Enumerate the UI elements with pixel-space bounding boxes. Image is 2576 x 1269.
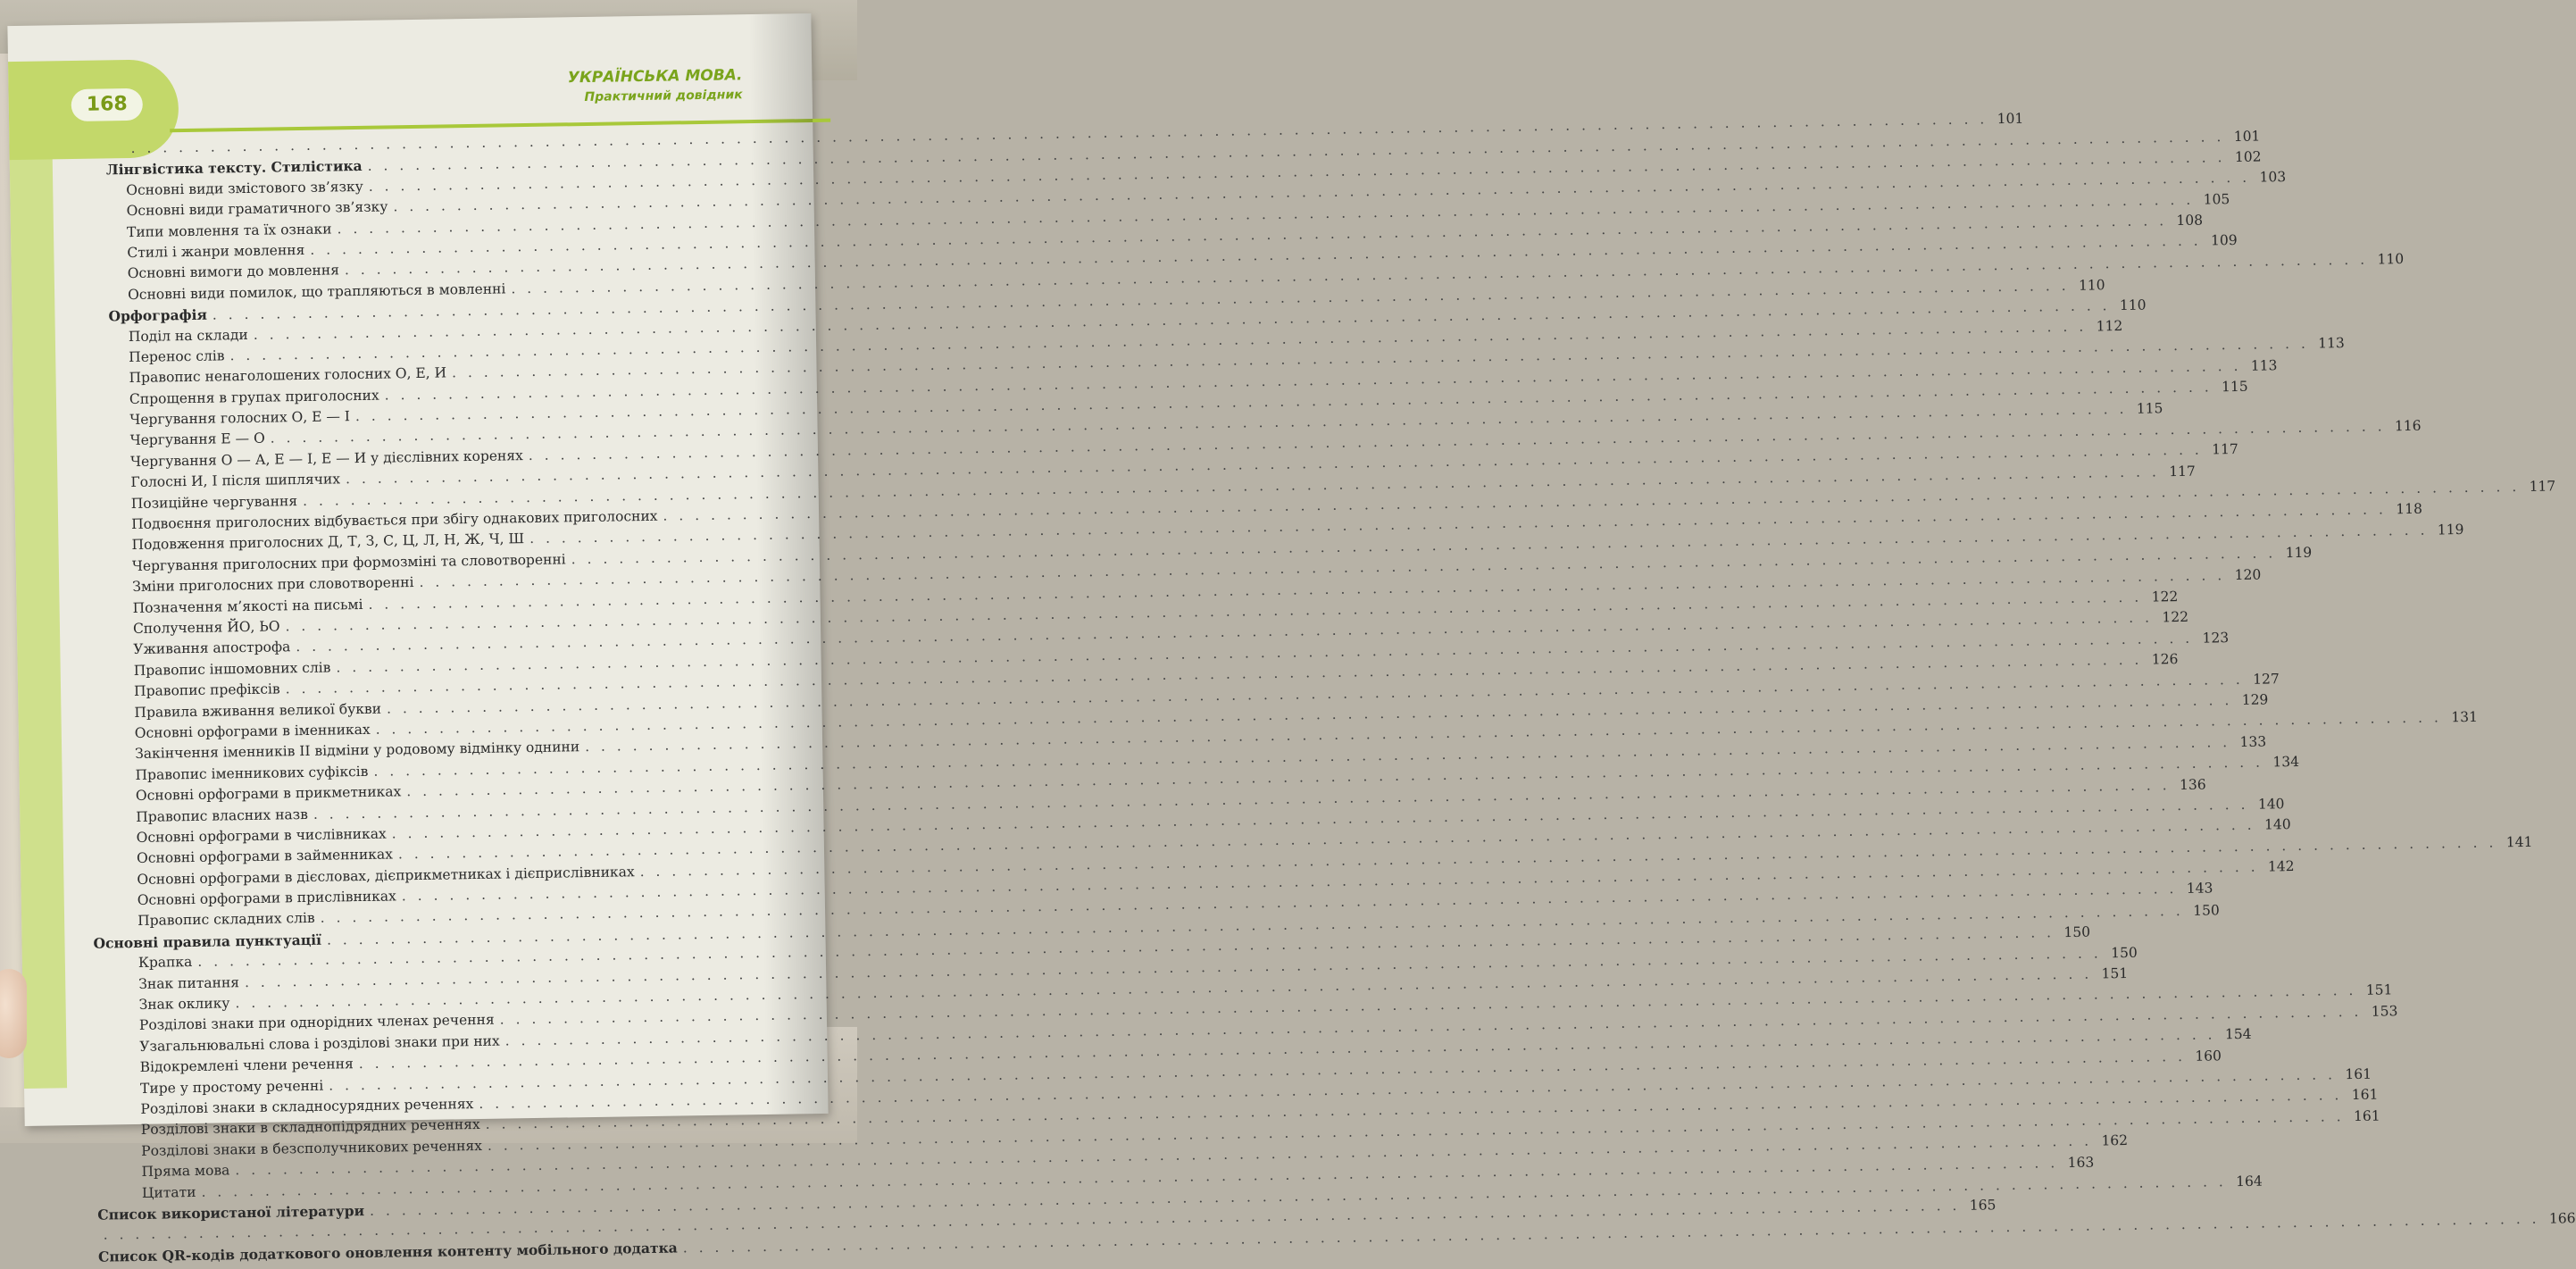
toc-entry-title: Знак оклику xyxy=(138,995,230,1013)
toc-entry-title: Основні орфограми в займенниках xyxy=(136,846,394,867)
toc-entry-title: Відокремлені члени речення xyxy=(139,1056,354,1076)
toc-entry-title: Знак питання xyxy=(138,973,240,992)
toc-entry-title: Основні види помилок, що трапляються в мовленні xyxy=(127,280,506,303)
thumb xyxy=(0,969,27,1058)
toc-entry-title: Орфографія xyxy=(108,305,207,325)
toc-entry-page: 101 xyxy=(2233,128,2261,146)
toc-entry-title: Правопис іменникових суфіксів xyxy=(135,763,369,783)
toc-entry-page: 164 xyxy=(2236,1173,2263,1190)
toc-entry-page: 141 xyxy=(2505,833,2533,850)
toc-entry-page: 117 xyxy=(2212,441,2238,458)
toc-entry-page: 115 xyxy=(2136,400,2163,418)
toc-entry-title: Закінчення іменників ІІ відміни у родовому відмінку однини xyxy=(135,739,580,763)
toc-entry-title: Розділові знаки при однорідних членах речення xyxy=(138,1012,495,1034)
toc-entry-title: Стилі і жанри мовлення xyxy=(127,241,305,262)
toc-entry-page: 129 xyxy=(2241,691,2269,708)
toc-entry-page: 143 xyxy=(2186,880,2213,897)
toc-entry-title: Основні орфограми в дієсловах, дієприкметниках і дієприслівниках xyxy=(137,863,635,888)
toc-entry-page: 101 xyxy=(1997,110,2024,128)
toc-entry-title: Чергування О — А, Е — І, Е — И у дієслівних коренях xyxy=(129,447,523,470)
toc-entry-page: 117 xyxy=(2529,478,2556,495)
toc-entry-title: Правопис складних слів xyxy=(137,910,315,930)
running-header xyxy=(568,66,743,104)
book-title: УКРАЇНСЬКА МОВА. xyxy=(567,66,743,88)
toc-entry-title: Основні орфограми в іменниках xyxy=(134,721,371,741)
toc-entry-title: Правопис іншомовних слів xyxy=(133,659,331,679)
toc-entry-page: 110 xyxy=(2078,277,2105,294)
toc-entry-page: 136 xyxy=(2179,776,2206,793)
toc-entry-title: Уживання апострофа xyxy=(133,639,291,658)
toc-entry-page: 133 xyxy=(2239,733,2267,750)
toc-entry-page: 160 xyxy=(2195,1047,2222,1064)
toc-entry-title: Лінгвістика тексту. Стилістика xyxy=(105,157,363,179)
toc-entry-page: 150 xyxy=(2111,944,2138,961)
toc-entry-page: 103 xyxy=(2259,169,2287,186)
toc-entry-page: 122 xyxy=(2151,589,2179,605)
toc-entry-title: Чергування Е — О xyxy=(129,430,265,449)
toc-entry-title: Тире у простому реченні xyxy=(139,1077,324,1097)
toc-entry-page: 140 xyxy=(2263,816,2291,833)
toc-entry-title: Подвоєння приголосних відбувається при збігу однакових приголосних xyxy=(131,507,658,533)
toc-entry-page: 165 xyxy=(1969,1197,1997,1215)
toc-entry-page: 153 xyxy=(2371,1003,2398,1020)
toc-entry-title: Основні види граматичного зв’язку xyxy=(126,198,388,220)
toc-entry-page: 154 xyxy=(2224,1025,2252,1043)
toc-entry-title: Список QR-кодів додаткового оновлення контенту мобільного додатка xyxy=(97,1239,678,1265)
toc-entry-page: 118 xyxy=(2396,501,2423,518)
toc-entry-page: 117 xyxy=(2169,463,2196,480)
toc-entry-page: 113 xyxy=(2318,335,2345,352)
toc-entry-title: Позиційне чергування xyxy=(130,492,298,512)
toc-entry-title: Правопис власних назв xyxy=(136,806,309,825)
toc-entry-page: 120 xyxy=(2234,566,2262,583)
toc-entry-page: 119 xyxy=(2285,544,2313,562)
toc-entry-page: 134 xyxy=(2272,754,2300,771)
toc-entry-title: Правопис префіксів xyxy=(133,680,280,700)
toc-entry-title: Узагальнювальні слова і розділові знаки при них xyxy=(139,1032,500,1055)
toc-entry-title: Розділові знаки в складнопідрядних реченнях xyxy=(140,1116,480,1139)
toc-entry-title: Сполучення ЙО, ЬО xyxy=(132,618,280,638)
toc-entry-title: Основні орфограми в прикметниках xyxy=(135,783,402,805)
toc-entry-page: 112 xyxy=(2096,317,2123,335)
toc-entry-title: Типи мовлення та їх ознаки xyxy=(126,221,332,240)
toc-entry-page: 108 xyxy=(2176,212,2204,229)
toc-entry-title: Спрощення в групах приголосних xyxy=(129,387,379,407)
toc-entry-page: 140 xyxy=(2257,796,2285,813)
toc-entry-title: Цитати xyxy=(141,1183,196,1201)
toc-entry-page: 166 xyxy=(2548,1209,2576,1227)
toc-entry-page: 150 xyxy=(2193,902,2220,919)
toc-entry-title: Основні орфограми в прислівниках xyxy=(137,888,396,909)
toc-entry-page: 122 xyxy=(2162,609,2189,626)
toc-entry-page: 163 xyxy=(2067,1154,2095,1171)
toc-entry-page: 113 xyxy=(2250,356,2278,374)
toc-entry-page: 123 xyxy=(2202,629,2230,647)
toc-entry-page: 161 xyxy=(2351,1086,2379,1104)
toc-entry-page: 109 xyxy=(2210,232,2238,249)
toc-entry-page: 119 xyxy=(2437,521,2464,538)
book-subtitle: Практичний довідник xyxy=(584,88,743,105)
toc-entry-title: Правопис ненаголошених голосних О, Е, И xyxy=(129,364,447,387)
toc-entry-page: 116 xyxy=(2394,417,2422,435)
toc-entry-title: Зміни приголосних при словотворенні xyxy=(132,574,414,596)
toc-entry-page: 110 xyxy=(2377,250,2405,268)
toc-entry-page: 126 xyxy=(2151,651,2179,668)
toc-entry-title: Чергування голосних О, Е — І xyxy=(129,408,351,429)
toc-entry-page: 151 xyxy=(2365,981,2393,999)
toc-entry-page: 162 xyxy=(2101,1132,2129,1149)
toc-entry-page: 151 xyxy=(2101,964,2129,982)
toc-entry-title: Правила вживання великої букви xyxy=(134,700,382,721)
toc-entry-title: Список використаної літератури xyxy=(97,1201,365,1223)
toc-entry-page: 102 xyxy=(2234,148,2262,165)
toc-entry-title: Основні орфограми в числівниках xyxy=(136,825,387,846)
toc-entry-title: Подовження приголосних Д, Т, З, С, Ц, Л, Н, Ж, Ч, Ш xyxy=(131,530,525,554)
toc-entry-title: Основні види змістового зв’язку xyxy=(126,178,363,198)
toc-entry-page: 115 xyxy=(2221,378,2248,396)
page-number: 168 xyxy=(71,88,144,121)
toc-entry-title: Поділ на склади xyxy=(128,326,248,345)
toc-entry-title: Позначення м’якості на письмі xyxy=(132,596,363,616)
toc-entry-title: Пряма мова xyxy=(141,1162,230,1181)
toc-entry-page: 110 xyxy=(2119,296,2147,313)
toc-entry-page: 142 xyxy=(2267,858,2295,875)
toc-entry-title: Основні вимоги до мовлення xyxy=(127,262,340,282)
table-of-contents xyxy=(80,110,2576,1266)
toc-entry-page: 161 xyxy=(2353,1107,2380,1124)
toc-entry-page: 127 xyxy=(2253,670,2280,688)
toc-entry-page: 161 xyxy=(2345,1065,2372,1083)
toc-entry-title: Крапка xyxy=(138,954,193,972)
toc-entry-title: Розділові знаки в складносурядних реченнях xyxy=(140,1096,474,1117)
toc-entry-title: Чергування приголосних при формозміні та словотворенні xyxy=(131,551,566,574)
toc-entry-page: 150 xyxy=(2063,923,2091,941)
toc-entry-title: Голосні И, І після шиплячих xyxy=(130,471,341,491)
book-page xyxy=(7,13,2576,1265)
toc-entry-page: 105 xyxy=(2203,190,2230,208)
toc-entry-title: Розділові знаки в безсполучникових реченнях xyxy=(141,1137,483,1159)
toc-entry-page: 131 xyxy=(2451,709,2479,726)
toc-entry-title: Перенос слів xyxy=(129,347,225,365)
toc-entry-title: Основні правила пунктуації xyxy=(93,931,322,952)
